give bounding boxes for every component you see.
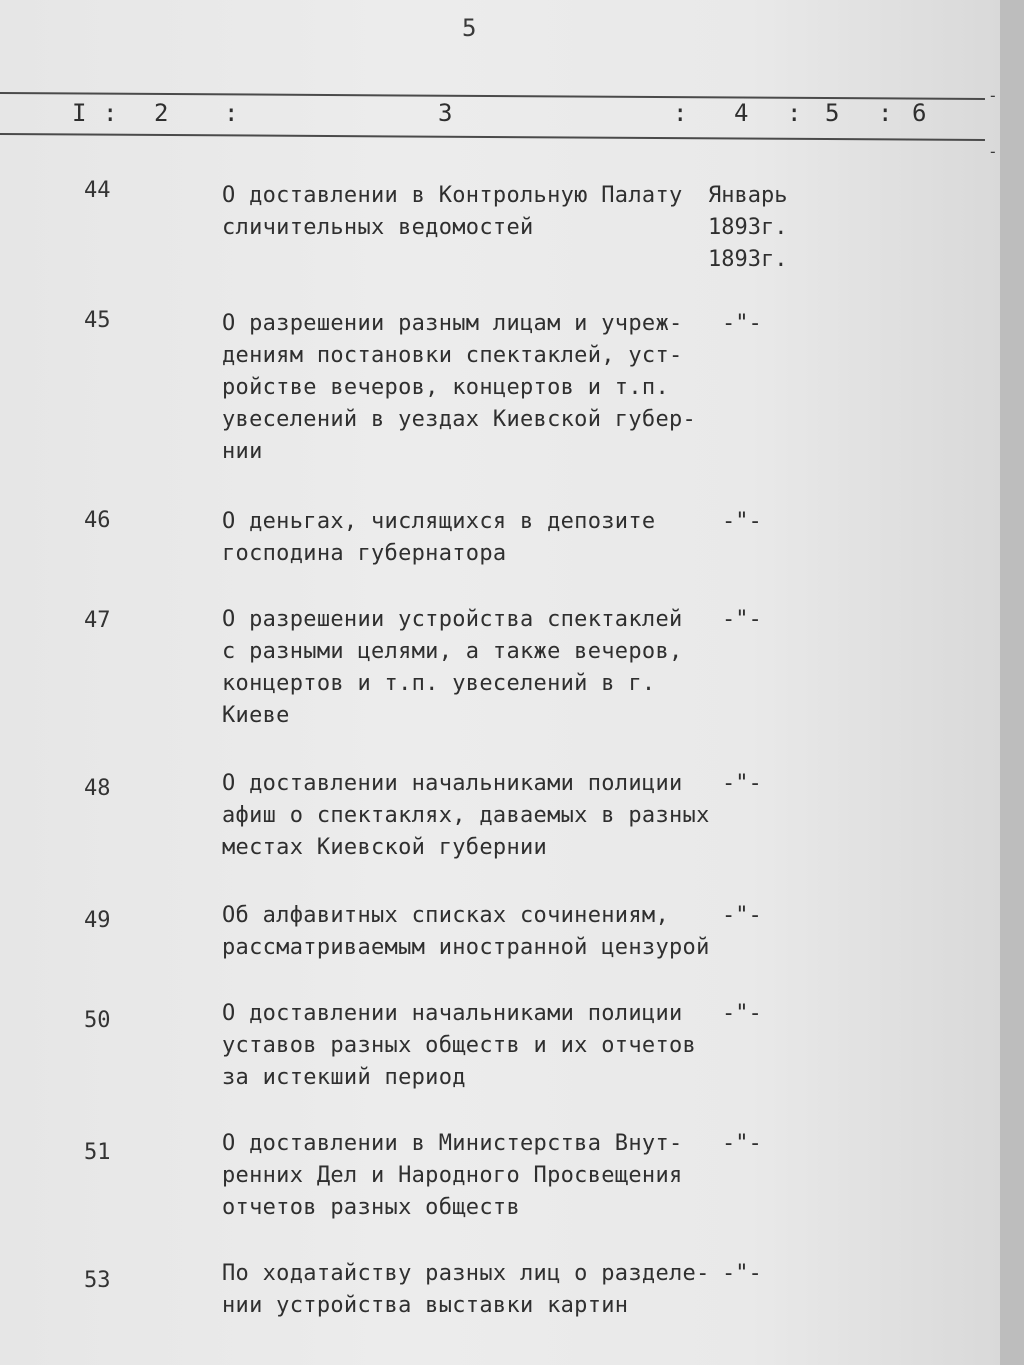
entry-title: О доставлении начальниками полиции уставов разных обществ и их отчетов за истекший период [222, 1001, 697, 1090]
entry-number: 47 [84, 608, 111, 633]
rule-mark-top: - [988, 86, 998, 105]
entry-date: -"- [722, 509, 762, 534]
entry-number: 45 [84, 308, 111, 333]
column-header-4: 4 [734, 99, 749, 127]
entry-number: 48 [84, 776, 111, 801]
page-number: 5 [462, 14, 477, 42]
entry-date: Январь 1893г. 1893г. [708, 183, 788, 272]
entry-title: Об алфавитных списках сочинениям, рассматриваемым иностранной цензурой [222, 903, 710, 960]
entry-title: О разрешении устройства спектаклей с разными целями, а также вечеров, концертов и т.п. увеселений в г. Киеве [222, 607, 683, 728]
entry-title: По ходатайству разных лиц о разделе- нии устройства выставки картин [222, 1261, 710, 1318]
column-separator: : [103, 99, 118, 127]
entry-date: -"- [722, 903, 762, 928]
entry-title: О доставлении в Министерства Внут- ренних Дел и Народного Просвещения отчетов разных обществ [222, 1131, 683, 1220]
column-header-1: I [72, 99, 87, 127]
entry-number: 51 [84, 1140, 111, 1165]
column-separator: : [673, 99, 688, 127]
entry-title: О доставлении начальниками полиции афиш о спектаклях, даваемых в разных местах Киевской губернии [222, 771, 710, 860]
entry-date: -"- [722, 1261, 762, 1286]
rule-mark-bottom: - [988, 142, 998, 161]
entry-number: 46 [84, 508, 111, 533]
entry-date: -"- [722, 607, 762, 632]
entry-number: 53 [84, 1268, 111, 1293]
column-header-5: 5 [825, 99, 840, 127]
entry-title: О деньгах, числящихся в депозите господина губернатора [222, 509, 656, 566]
entry-date: -"- [722, 771, 762, 796]
column-header-3: 3 [438, 99, 453, 127]
entry-date: -"- [722, 1131, 762, 1156]
column-header-6: 6 [912, 99, 927, 127]
entry-number: 50 [84, 1008, 111, 1033]
page-edge [1000, 0, 1024, 1365]
entry-title: О доставлении в Контрольную Палату сличительных ведомостей [222, 183, 683, 240]
entry-number: 49 [84, 908, 111, 933]
entry-date: -"- [722, 1001, 762, 1026]
column-header-2: 2 [154, 99, 169, 127]
entry-number: 44 [84, 178, 111, 203]
entry-title: О разрешении разным лицам и учреж- дениям постановки спектаклей, уст- ройстве вечеров, концертов и т.п. увеселений в уездах Киевской губер- нии [222, 311, 697, 464]
entry-date: -"- [722, 311, 762, 336]
column-separator: : [224, 99, 239, 127]
column-separator: : [787, 99, 802, 127]
column-separator: : [878, 99, 893, 127]
